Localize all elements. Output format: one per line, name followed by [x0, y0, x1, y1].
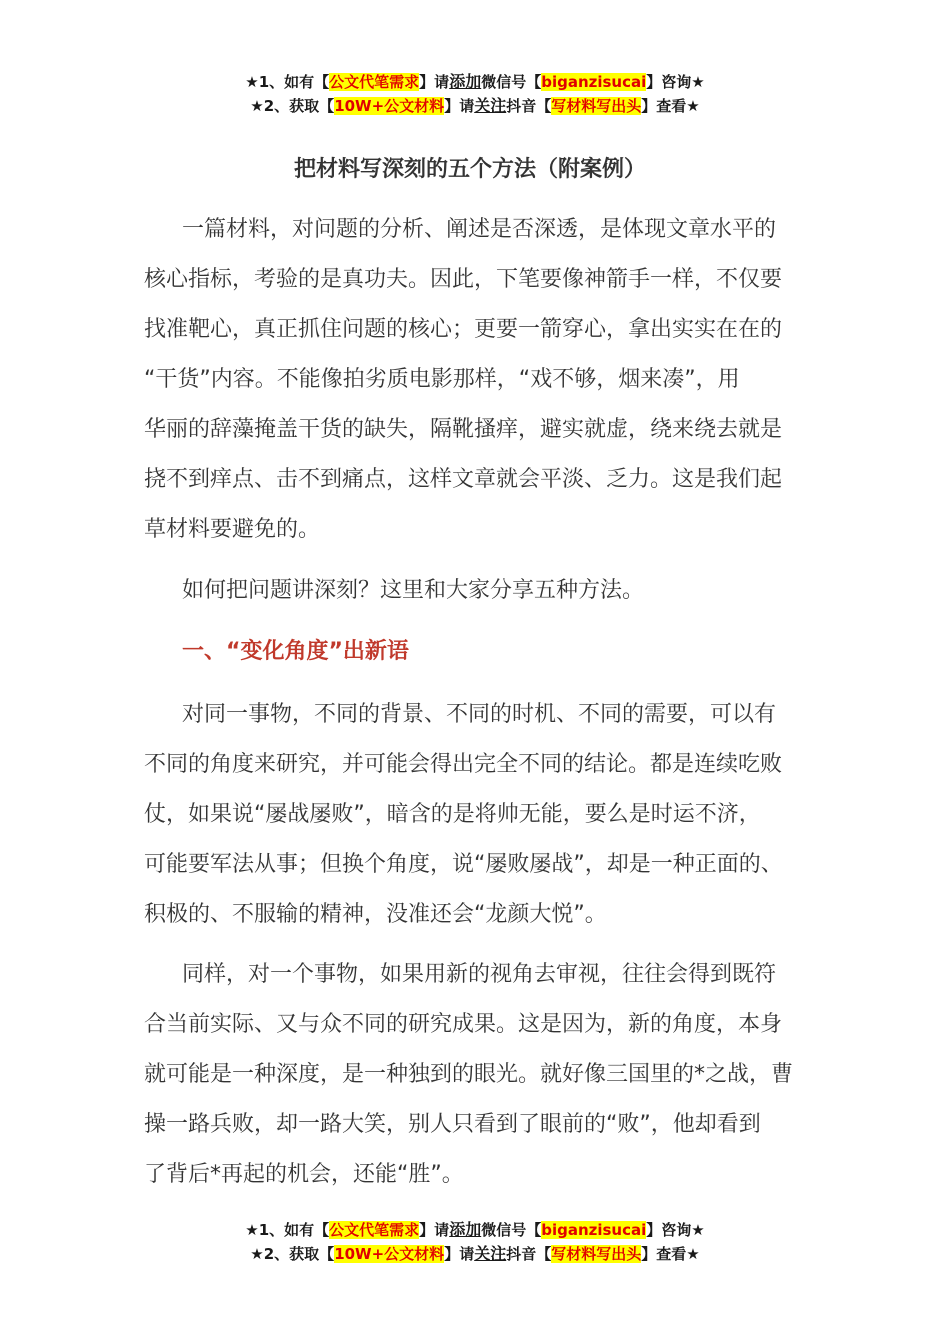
banner-line-1 [0, 1218, 950, 1242]
banner-text: ★1、如有【 [245, 1221, 330, 1239]
text-line: 就可能是一种深度，是一种独到的眼光。就好像三国里的*之战，曹 [144, 1062, 794, 1087]
banner-underline: 关注 [474, 1244, 507, 1263]
banner-highlight: 公文代笔需求 [329, 73, 420, 91]
banner-highlight: 公文代笔需求 [329, 1221, 420, 1239]
banner-text: ★1、如有【 [245, 73, 330, 91]
banner-line-2 [0, 1242, 950, 1266]
text-line: “干货”内容。不能像拍劣质电影那样，“戏不够，烟来凑”，用 [144, 367, 740, 392]
text-line: 一篇材料，对问题的分析、阐述是否深透，是体现文章水平的 [182, 217, 777, 242]
text-line: 操一路兵败，却一路大笑，别人只看到了眼前的“败”，他却看到 [144, 1112, 761, 1137]
paragraph-question [144, 566, 816, 616]
banner-line-1 [0, 70, 950, 94]
banner-text: ★2、获取【 [250, 1245, 335, 1263]
banner-text: 微信号【 [481, 73, 542, 91]
text-line: 积极的、不服输的精神，没准还会“龙颜大悦”。 [144, 902, 607, 927]
banner-text: 】查看★ [641, 1245, 700, 1263]
banner-highlight: 写材料写出头 [551, 97, 642, 115]
banner-highlight: biganzisucai [541, 73, 647, 91]
text-line: 对同一事物，不同的背景、不同的时机、不同的需要，可以有 [182, 702, 777, 727]
text-line: 同样，对一个事物，如果用新的视角去审视，往往会得到既符 [182, 962, 777, 987]
banner-highlight: 写材料写出头 [551, 1245, 642, 1263]
bottom-banner [0, 1218, 950, 1266]
banner-text: 】请 [419, 73, 450, 91]
banner-underline: 添加 [449, 72, 482, 91]
text-line: 不同的角度来研究，并可能会得出完全不同的结论。都是连续吃败 [144, 752, 783, 777]
banner-text: 微信号【 [481, 1221, 542, 1239]
text-line: 核心指标，考验的是真功夫。因此，下笔要像神箭手一样，不仅要 [144, 267, 783, 292]
banner-underline: 关注 [474, 96, 507, 115]
banner-text: 抖音【 [506, 1245, 552, 1263]
banner-text: 】请 [444, 97, 475, 115]
page-title: 把材料写深刻的五个方法（附案例） [293, 157, 646, 182]
text-line: 找准靶心，真正抓住问题的核心；更要一箭穿心，拿出实实在在的 [144, 317, 783, 342]
banner-highlight: 10W+公文材料 [334, 97, 445, 115]
banner-highlight: biganzisucai [541, 1221, 647, 1239]
top-banner [0, 70, 950, 118]
banner-highlight: 10W+公文材料 [334, 1245, 445, 1263]
text-line: 华丽的辞藻掩盖干货的缺失，隔靴搔痒，避实就虚，绕来绕去就是 [144, 417, 783, 442]
text-line: 如何把问题讲深刻？这里和大家分享五种方法。 [182, 578, 645, 603]
banner-text: ★2、获取【 [250, 97, 335, 115]
text-line: 了背后*再起的机会，还能“胜”。 [144, 1162, 464, 1187]
text-line: 仗，如果说“屡战屡败”，暗含的是将帅无能，要么是时运不济， [144, 802, 761, 827]
banner-text: 抖音【 [506, 97, 552, 115]
text-line: 挠不到痒点、击不到痛点，这样文章就会平淡、乏力。这是我们起 [144, 467, 783, 492]
banner-text: 】咨询★ [646, 1221, 705, 1239]
text-line: 合当前实际、又与众不同的研究成果。这是因为，新的角度，本身 [144, 1012, 783, 1037]
banner-text: 】咨询★ [646, 73, 705, 91]
banner-text: 】请 [419, 1221, 450, 1239]
banner-underline: 添加 [449, 1220, 482, 1239]
banner-line-2 [0, 94, 950, 118]
banner-text: 】请 [444, 1245, 475, 1263]
paragraph-perspective [144, 950, 816, 1200]
text-line: 可能要军法从事；但换个角度，说“屡败屡战”，却是一种正面的、 [144, 852, 783, 877]
paragraph-angle [144, 690, 816, 940]
text-line: 草材料要避免的。 [144, 517, 321, 542]
section-heading-1: 一、“变化角度”出新语 [182, 639, 409, 664]
paragraph-intro [144, 205, 816, 555]
banner-text: 】查看★ [641, 97, 700, 115]
